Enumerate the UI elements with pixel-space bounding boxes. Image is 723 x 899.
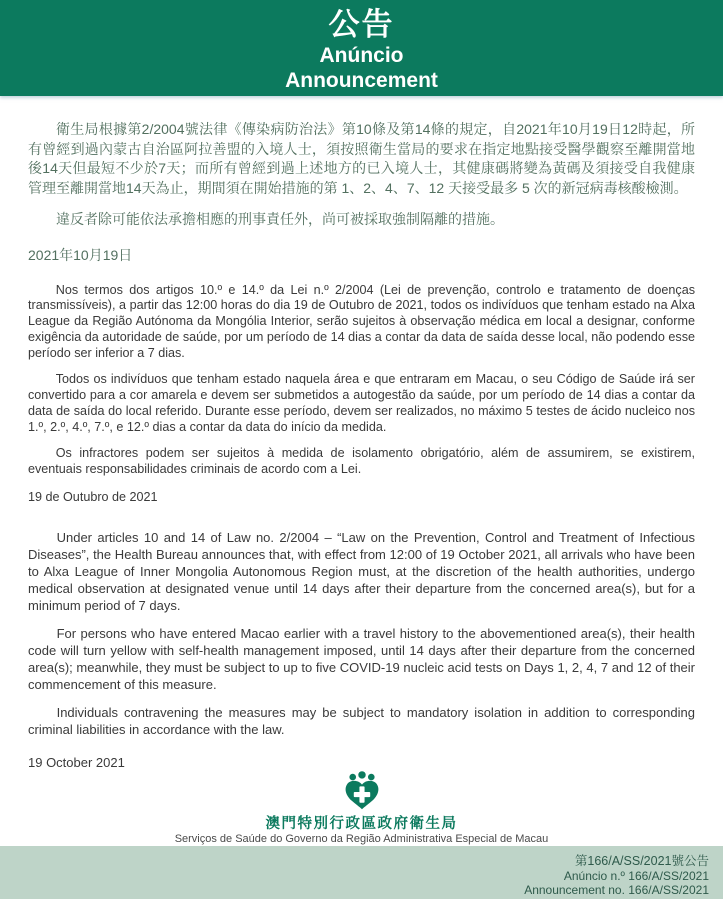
organisation-name-pt: Serviços de Saúde do Governo da Região Administrativa Especial de Macau bbox=[174, 833, 549, 846]
organisation-name-zh: 澳門特別行政區政府衛生局 bbox=[265, 816, 458, 833]
english-paragraph-3: Individuals contravening the measures may be subject to mandatory isolation in addition to corresponding criminal liabilities in accordance with the law. bbox=[28, 705, 695, 738]
portuguese-paragraph-3: Os infractores podem ser sujeitos à medida de isolamento obrigatório, além de assumirem, se existirem, eventuais responsabilidades criminais de acordo com a Lei. bbox=[28, 445, 695, 476]
portuguese-date: 19 de Outubro de 2021 bbox=[28, 490, 158, 505]
document-body bbox=[0, 96, 723, 771]
reference-number-en: Announcement no. 166/A/SS/2021 bbox=[524, 883, 709, 898]
reference-number-zh: 第166/A/SS/2021號公告 bbox=[574, 854, 709, 869]
page-title-pt: Anúncio bbox=[319, 44, 404, 67]
english-paragraph-1: Under articles 10 and 14 of Law no. 2/2004 – “Law on the Prevention, Control and Treatment of Infectious Diseases”, the Health Bureau announces that, with effect from 12:00 of 19 October 2021, all arrivals who have been to Alxa League of Inner Mongolia Autonomous Region must, at the discretion of the health authorities, undergo medical observation at designated venue until 14 days after their departure from the concerned area(s), but for a minimum period of 7 days. bbox=[28, 530, 695, 614]
page-title-zh: 公告 bbox=[328, 7, 395, 42]
chinese-paragraph-2: 違反者除可能依法承擔相應的刑事責任外，尚可被採取強制隔離的措施。 bbox=[56, 211, 504, 227]
english-date: 19 October 2021 bbox=[28, 755, 125, 771]
reference-number-pt: Anúncio n.º 166/A/SS/2021 bbox=[563, 869, 709, 884]
chinese-paragraph-1: 衛生局根據第2/2004號法律《傳染病防治法》第10條及第14條的規定，自2021年10月19日12時起，所有曾經到過內蒙古自治區阿拉善盟的入境人士，須按照衛生當局的要求在指定地點接受醫學觀察至離開當地後14天但最短不少於7天；而所有曾經到過上述地方的已入境人士，其健康碼將變為黃碼及須接受自我健康管理至離開當地14天為止，期間須在開始措施的第 1、2、4、7、12 天接受最多 5 次的新冠病毒核酸檢測。 bbox=[28, 121, 695, 196]
portuguese-paragraph-2: Todos os indivíduos que tenham estado naquela área e que entraram em Macau, o seu Código de Saúde irá ser convertido para a cor amarela e devem ser submetidos a autogestão da saúde, por um período de 14 dias a contar da data de saída do local referido. Durante esse período, devem ser realizados, no máximo 5 testes de ácido nucleico nos 1.º, 2.º, 4.º, 7.º, e 12.º dias a contar da data do início da medida. bbox=[28, 372, 695, 434]
page-title-en: Announcement bbox=[285, 69, 438, 92]
portuguese-paragraph-1: Nos termos dos artigos 10.º e 14.º da Lei n.º 2/2004 (Lei de prevenção, controlo e tratamento de doenças transmissíveis), a partir das 12:00 horas do dia 19 de Outubro de 2021, todos os indivíduos que tenham estado na Alxa League da Região Autónoma da Mongólia Interior, serão sujeitos à observação médica em local a designar, conforme exigência da autoridade de saúde, por um período de 14 dias a contar da data de saída desse local, não podendo esse período ser inferior a 7 dias. bbox=[28, 282, 695, 361]
footer-organisation bbox=[0, 771, 723, 846]
health-bureau-logo-icon bbox=[340, 771, 384, 811]
chinese-date: 2021年10月19日 bbox=[28, 246, 133, 263]
english-paragraph-2: For persons who have entered Macao earlier with a travel history to the abovementioned area(s), their health code will turn yellow with self-health management imposed, until 14 days after their departure from the concerned area(s); meanwhile, they must be subject to up to five COVID-19 nucleic acid tests on Days 1, 2, 4, 7 and 12 of their commencement of this measure. bbox=[28, 626, 695, 693]
header-banner bbox=[0, 0, 723, 96]
reference-number-bar bbox=[0, 846, 723, 899]
